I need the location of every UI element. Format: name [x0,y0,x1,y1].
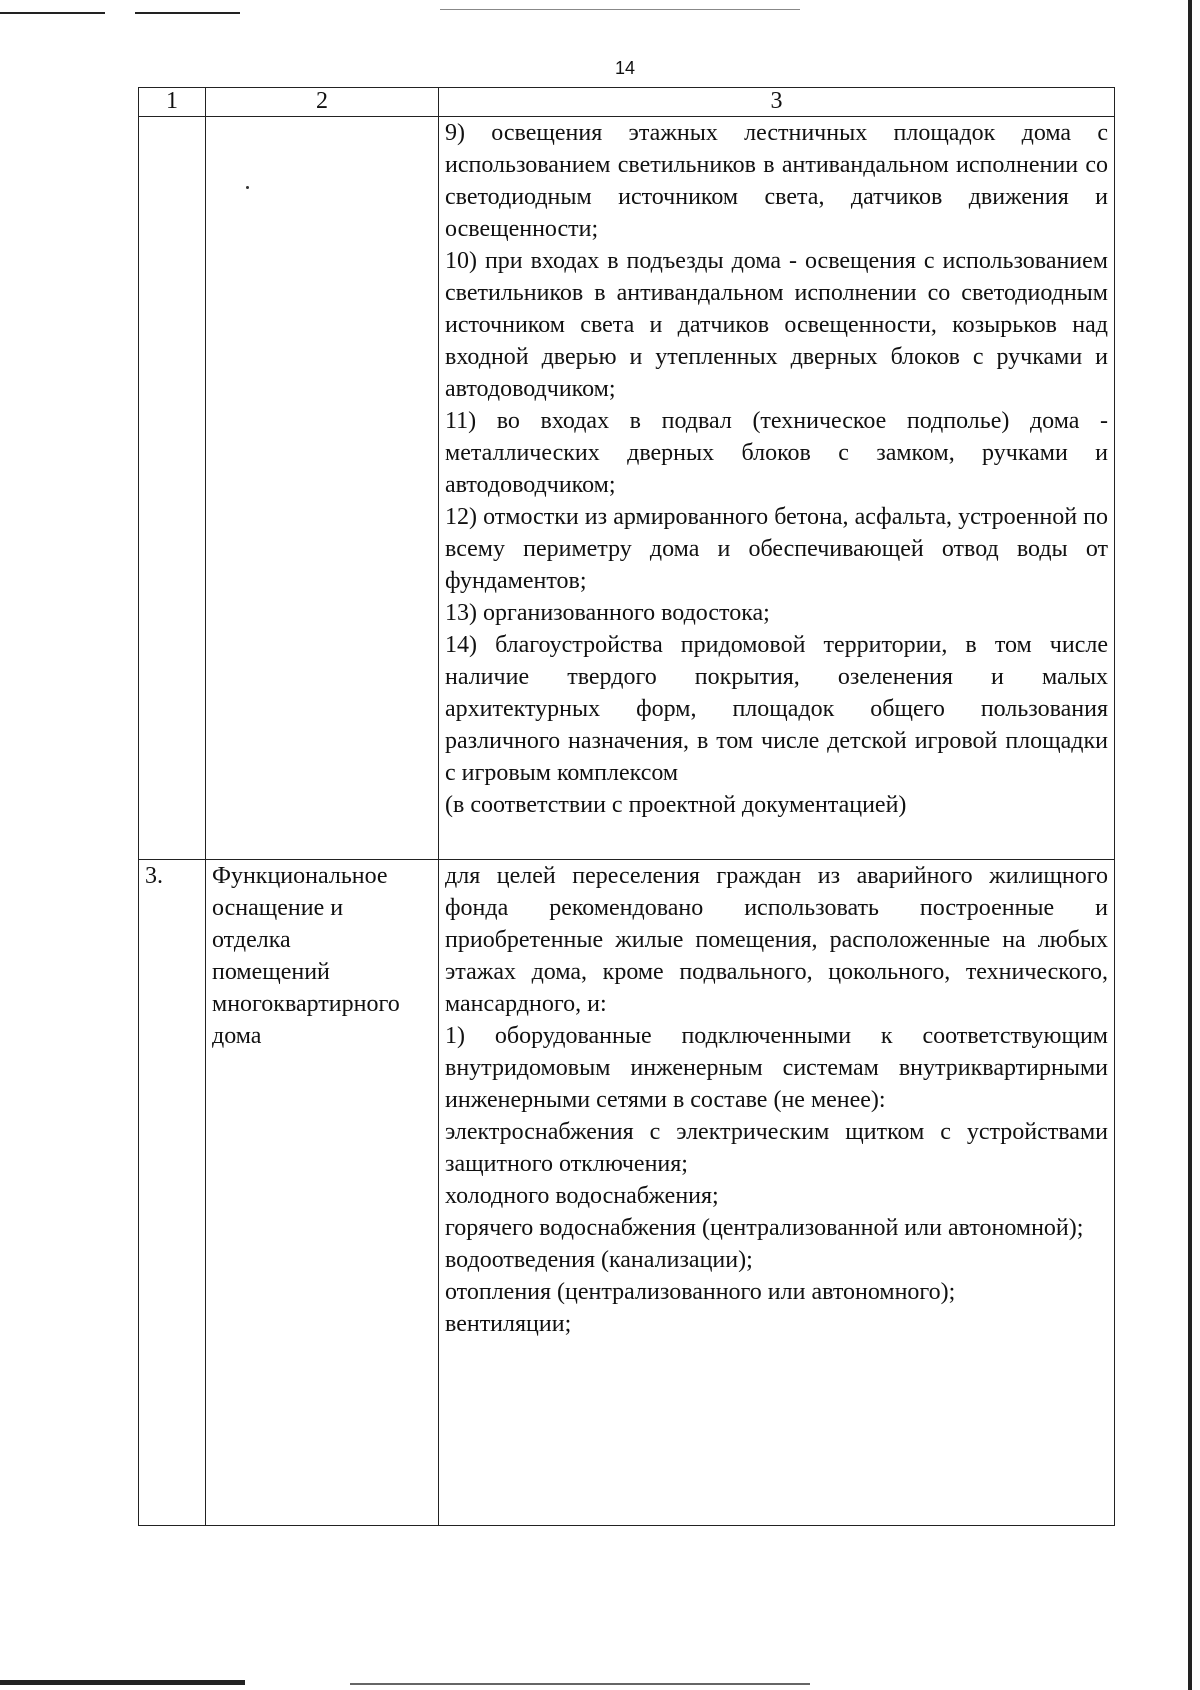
requirement-paragraph: 11) во входах в подвал (техническое подполье) дома - металлических дверных блоков с замком, ручками и автодоводчиком; [445,408,1108,498]
requirement-paragraph: отопления (централизованного или автономного); [445,1279,956,1305]
table-row [139,860,1115,1526]
row-name-line: многоквартирного [212,991,400,1017]
requirement-paragraph: 14) благоустройства придомовой территории, в том числе наличие твердого покрытия, озеленения и малых архитектурных форм, площадок общего пользования различного назначения, в том числе детской игровой площадки с игровым комплексом [445,632,1108,786]
scan-edge-mark-top-left-2 [135,12,240,14]
header-col-2: 2 [206,88,439,117]
requirement-paragraph: водоотведения (канализации); [445,1247,753,1273]
requirement-paragraph: (в соответствии с проектной документацией) [445,792,907,818]
row-name [206,860,439,1526]
scan-edge-mark-top-mid [440,9,800,10]
requirement-paragraph: для целей переселения граждан из аварийного жилищного фонда рекомендовано использовать построенные и приобретенные жилые помещения, расположенные на любых этажах дома, кроме подвального, цокольного, технического, мансардного, и: [445,863,1108,1017]
requirement-paragraph: горячего водоснабжения (централизованной или автономной); [445,1215,1084,1241]
table-row [139,117,1115,860]
header-col-3: 3 [439,88,1115,117]
requirement-paragraph: холодного водоснабжения; [445,1183,719,1209]
table-header-row [139,88,1115,117]
requirement-paragraph: 1) оборудованные подключенными к соответствующим внутридомовым инженерным системам внутриквартирными инженерными сетями в составе (не менее): [445,1023,1108,1113]
requirement-paragraph: 10) при входах в подъезды дома - освещения с использованием светильников в антивандальном исполнении со светодиодным источником света и датчиков освещенности, козырьков над входной дверью и утепленных дверных блоков с ручками и автодоводчиком; [445,248,1108,402]
row-name-line: Функциональное [212,863,388,889]
row-name-line: дома [212,1023,262,1049]
header-col-1: 1 [139,88,206,117]
scan-edge-mark-bottom-left [0,1680,245,1685]
row-name-line: оснащение и [212,895,344,921]
requirement-paragraph: 9) освещения этажных лестничных площадок дома с использованием светильников в антивандальном исполнении со светодиодным источником света, датчиков движения и освещенности; [445,120,1108,242]
row-requirements [439,117,1115,860]
page-number: 14 [614,58,636,78]
requirement-paragraph: вентиляции; [445,1311,572,1337]
row-name [206,117,439,860]
row-requirements [439,860,1115,1526]
scan-edge-mark-right [1188,0,1192,1690]
requirements-table [138,87,1115,1526]
requirement-paragraph: 13) организованного водостока; [445,600,770,626]
row-name-line: помещений [212,959,330,985]
requirement-paragraph: электроснабжения с электрическим щитком с устройствами защитного отключения; [445,1119,1108,1177]
row-number [139,117,206,860]
row-name-line: отделка [212,927,291,953]
scan-edge-mark-top-left [0,12,105,14]
row-number: 3. [139,860,206,1526]
scan-edge-mark-bottom-mid [350,1683,810,1685]
requirement-paragraph: 12) отмостки из армированного бетона, асфальта, устроенной по всему периметру дома и обеспечивающей отвод воды от фундаментов; [445,504,1108,594]
